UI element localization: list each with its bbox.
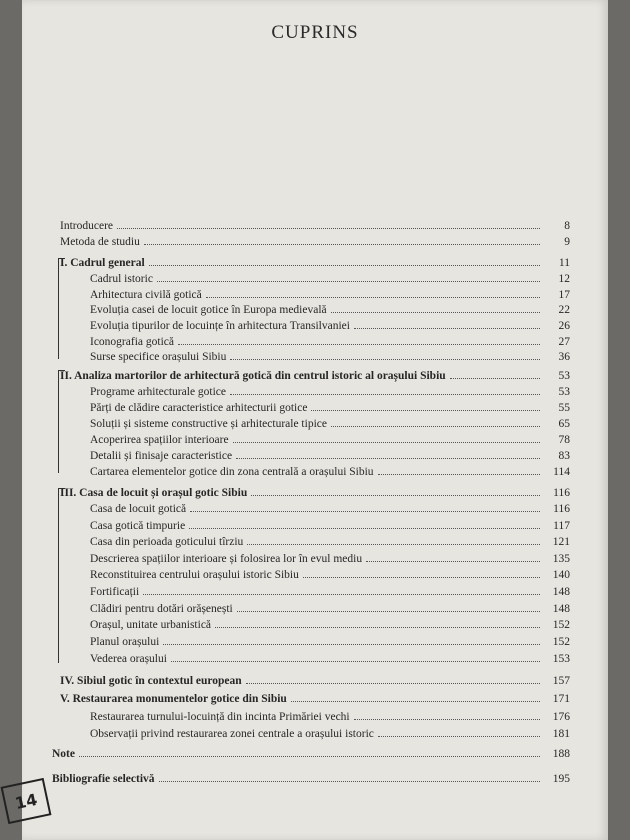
entry-page: 114 — [553, 466, 570, 478]
dot-leader — [236, 458, 540, 459]
toc-chapter — [60, 254, 570, 269]
entry-page: 17 — [558, 289, 570, 301]
entry-page: 65 — [558, 418, 570, 430]
entry-page: 195 — [552, 773, 570, 785]
dot-leader — [237, 611, 540, 612]
entry-label: Programe arhitecturale gotice — [90, 386, 227, 398]
entry-page: 22 — [558, 304, 570, 316]
page-number-stamp: 14 — [1, 778, 52, 824]
entry-page: 181 — [552, 728, 570, 740]
dot-leader — [171, 661, 540, 662]
entry-label: Fortificații — [90, 586, 140, 598]
entry-label: IV. Sibiul gotic în contextul european — [60, 675, 242, 687]
dot-leader — [233, 442, 540, 443]
dot-leader — [206, 297, 540, 298]
dot-leader — [143, 594, 540, 595]
dot-leader — [246, 683, 540, 684]
toc-chapter — [52, 770, 570, 785]
dot-leader — [163, 644, 540, 645]
entry-page: 36 — [558, 351, 570, 363]
entry-label: III. Casa de locuit și orașul gotic Sibiu — [60, 487, 248, 499]
entry-label: Clădiri pentru dotări orășenești — [90, 603, 233, 615]
entry-page: 121 — [552, 536, 570, 548]
entry-page: 116 — [553, 487, 570, 499]
entry-label: Casa de locuit gotică — [90, 503, 187, 515]
toc-entry — [60, 233, 570, 248]
entry-label: Restaurarea turnului-locuință din incinta Primăriei vechi — [90, 711, 350, 723]
toc-entry — [90, 600, 570, 615]
entry-page: 152 — [552, 636, 570, 648]
entry-label: Casa gotică timpurie — [90, 520, 186, 532]
entry-page: 152 — [552, 619, 570, 631]
entry-page: 176 — [552, 711, 570, 723]
dot-leader — [366, 561, 540, 562]
toc-chapter — [60, 367, 570, 382]
toc-entry — [90, 447, 570, 462]
entry-label: Soluții și sisteme constructive și arhitecturale tipice — [90, 418, 327, 430]
toc-entry — [90, 583, 570, 598]
entry-label: Vederea orașului — [90, 653, 167, 665]
toc-entry — [90, 500, 570, 515]
entry-label: Introducere — [60, 220, 113, 232]
entry-page: 157 — [552, 675, 570, 687]
entry-label: Orașul, unitate urbanistică — [90, 619, 212, 631]
entry-page: 27 — [558, 336, 570, 348]
entry-label: Acoperirea spațiilor interioare — [90, 434, 229, 446]
toc-entry — [90, 270, 570, 285]
dot-leader — [247, 544, 540, 545]
dot-leader — [144, 244, 540, 245]
chapter-bracket — [58, 370, 65, 473]
entry-label: Iconografia gotică — [90, 336, 174, 348]
toc-entry — [60, 217, 570, 232]
dot-leader — [450, 378, 540, 379]
toc-entry — [90, 550, 570, 565]
dot-leader — [378, 736, 540, 737]
entry-label: I. Cadrul general — [60, 257, 145, 269]
dot-leader — [189, 528, 540, 529]
entry-label: Reconstituirea centrului orașului istoric Sibiu — [90, 569, 299, 581]
dot-leader — [215, 627, 540, 628]
toc-entry — [90, 317, 570, 332]
page-title: CUPRINS — [271, 22, 359, 43]
toc-chapter — [60, 672, 570, 687]
dot-leader — [117, 228, 540, 229]
entry-page: 140 — [552, 569, 570, 581]
entry-page: 53 — [558, 386, 570, 398]
entry-page: 117 — [553, 520, 570, 532]
dot-leader — [159, 781, 540, 782]
entry-label: V. Restaurarea monumentelor gotice din Sibiu — [60, 693, 287, 705]
entry-label: Arhitectura civilă gotică — [90, 289, 202, 301]
dot-leader — [378, 474, 540, 475]
entry-label: Bibliografie selectivă — [52, 773, 155, 785]
entry-page: 78 — [558, 434, 570, 446]
entry-page: 153 — [552, 653, 570, 665]
entry-page: 55 — [558, 402, 570, 414]
toc-chapter — [60, 484, 570, 499]
dot-leader — [291, 701, 540, 702]
toc-entry — [90, 566, 570, 581]
dot-leader — [311, 410, 540, 411]
entry-label: Cartarea elementelor gotice din zona centrală a orașului Sibiu — [90, 466, 374, 478]
dot-leader — [251, 495, 540, 496]
entry-label: Cadrul istoric — [90, 273, 153, 285]
entry-label: Metoda de studiu — [60, 236, 140, 248]
toc-entry — [90, 286, 570, 301]
entry-page: 53 — [558, 370, 570, 382]
entry-page: 188 — [552, 748, 570, 760]
toc-chapter — [52, 745, 570, 760]
dot-leader — [178, 344, 540, 345]
dot-leader — [303, 577, 540, 578]
toc-entry — [90, 616, 570, 631]
toc-entry — [90, 633, 570, 648]
toc-chapter — [60, 690, 570, 705]
entry-page: 116 — [553, 503, 570, 515]
toc-entry — [90, 333, 570, 348]
toc-entry — [90, 650, 570, 665]
dot-leader — [190, 511, 540, 512]
entry-page: 135 — [552, 553, 570, 565]
chapter-bracket — [58, 488, 65, 663]
toc-entry — [90, 301, 570, 316]
entry-page: 12 — [558, 273, 570, 285]
toc-entry — [90, 517, 570, 532]
entry-label: Observații privind restaurarea zonei centrale a orașului istoric — [90, 728, 374, 740]
table-of-contents — [22, 0, 608, 840]
entry-label: Planul orașului — [90, 636, 160, 648]
entry-label: Descrierea spațiilor interioare și folosirea lor în evul mediu — [90, 553, 363, 565]
entry-page: 83 — [558, 450, 570, 462]
toc-entry — [90, 463, 570, 478]
dot-leader — [149, 265, 540, 266]
entry-label: II. Analiza martorilor de arhitectură gotică din centrul istoric al orașului Sibiu — [60, 370, 446, 382]
toc-entry — [90, 533, 570, 548]
dot-leader — [331, 312, 540, 313]
chapter-bracket — [58, 258, 65, 359]
entry-label: Părți de clădire caracteristice arhitecturii gotice — [90, 402, 308, 414]
dot-leader — [230, 394, 540, 395]
toc-entry — [90, 708, 570, 723]
entry-page: 148 — [552, 586, 570, 598]
entry-page: 26 — [558, 320, 570, 332]
toc-entry — [90, 383, 570, 398]
entry-label: Detalii și finisaje caracteristice — [90, 450, 233, 462]
entry-label: Surse specifice orașului Sibiu — [90, 351, 227, 363]
toc-entry — [90, 415, 570, 430]
dot-leader — [79, 756, 540, 757]
entry-page: 148 — [552, 603, 570, 615]
entry-page: 11 — [558, 257, 570, 269]
dot-leader — [354, 719, 540, 720]
toc-entry — [90, 399, 570, 414]
entry-label: Note — [52, 748, 75, 760]
entry-page: 8 — [564, 220, 570, 232]
entry-page: 171 — [552, 693, 570, 705]
dot-leader — [230, 359, 540, 360]
book-page — [22, 0, 608, 840]
dot-leader — [354, 328, 540, 329]
toc-entry — [90, 431, 570, 446]
dot-leader — [157, 281, 540, 282]
toc-entry — [90, 348, 570, 363]
toc-entry — [90, 725, 570, 740]
dot-leader — [331, 426, 540, 427]
entry-label: Evoluția casei de locuit gotice în Europa medievală — [90, 304, 327, 316]
entry-label: Casa din perioada goticului tîrziu — [90, 536, 244, 548]
entry-page: 9 — [564, 236, 570, 248]
entry-label: Evoluția tipurilor de locuințe în arhitectura Transilvaniei — [90, 320, 350, 332]
